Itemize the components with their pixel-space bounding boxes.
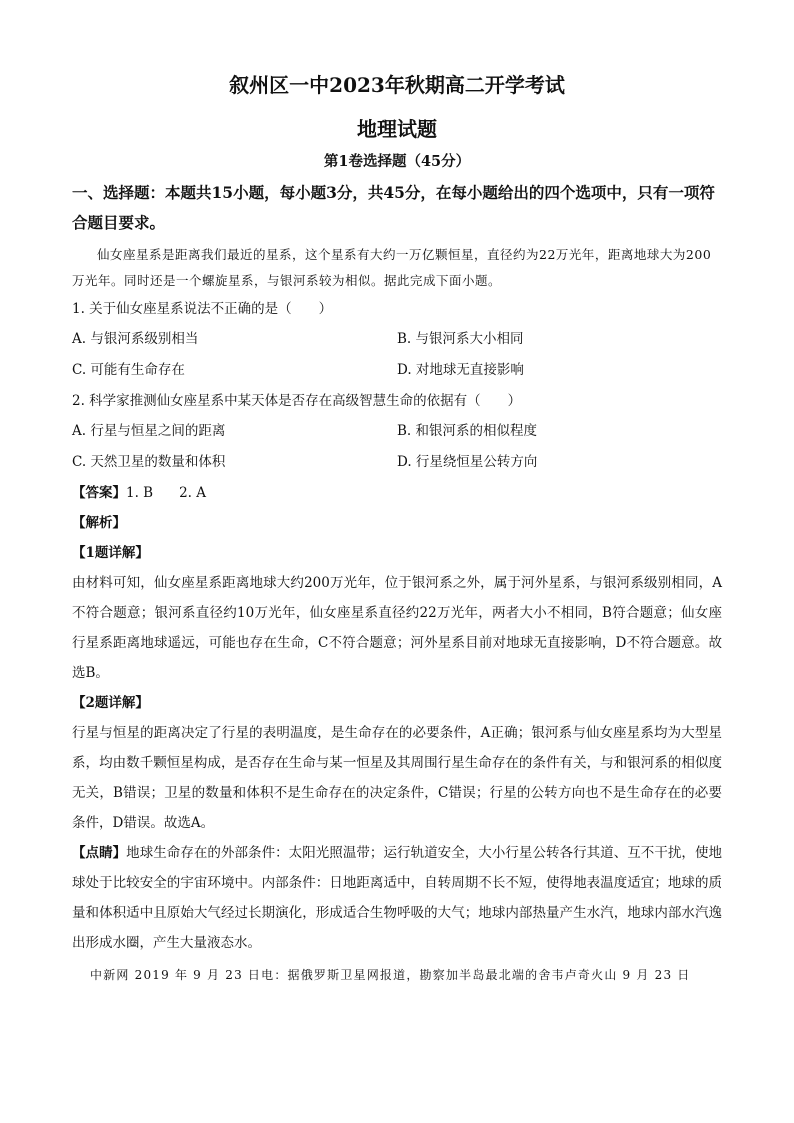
option-a: A. 与银河系级别相当 bbox=[72, 331, 199, 347]
option-b: B. 与银河系大小相同 bbox=[397, 331, 524, 347]
option-a: A. 行星与恒星之间的距离 bbox=[72, 423, 226, 439]
answer-line bbox=[72, 478, 722, 508]
option-b: B. 和银河系的相似程度 bbox=[397, 423, 538, 439]
exam-title: 叙州区一中2023年秋期高二开学考试 bbox=[229, 73, 565, 97]
q2-detail-text: 行星与恒星的距离决定了行星的表明温度，是生命存在的必要条件，A正确；银河系与仙女座星系均为大型星系，均由数千颗恒星构成，是否存在生命与某一恒星及其周围行星生命存在的条件有关，与和银河系的相似度无关，B错误；卫星的数量和体积不是生命存在的决定条件，C错误；行星的公转方向也不是生命存在的必要条件，D错误。故选A。 bbox=[72, 725, 722, 831]
tip-paragraph bbox=[72, 838, 722, 958]
option-d: D. 行星绕恒星公转方向 bbox=[397, 454, 538, 470]
subject-title: 地理试题 bbox=[357, 117, 437, 141]
document-page bbox=[72, 60, 722, 988]
section-heading: 一、选择题：本题共15小题，每小题3分，共45分，在每小题给出的四个选项中，只有一项符合题目要求。 bbox=[72, 183, 715, 232]
next-material: 中新网 2019 年 9 月 23 日电：据俄罗斯卫星网报道，勘察加半岛最北端的舍韦卢奇火山 9 月 23 日 bbox=[90, 968, 691, 982]
answer-2: 2. A bbox=[179, 485, 207, 501]
q2-detail-label: 【2题详解】 bbox=[72, 695, 149, 711]
reading-material: 仙女座星系是距离我们最近的星系，这个星系有大约一万亿颗恒星，直径约为22万光年，距离地球大为200万光年。同时还是一个螺旋星系，与银河系较为相似。据此完成下面小题。 bbox=[72, 247, 712, 288]
option-d: D. 对地球无直接影响 bbox=[397, 362, 524, 378]
question-stem: 1. 关于仙女座星系说法不正确的是（ ） bbox=[72, 301, 333, 317]
question-options bbox=[72, 416, 722, 478]
q1-detail-label: 【1题详解】 bbox=[72, 545, 149, 561]
question-2 bbox=[72, 386, 722, 478]
analysis-label: 【解析】 bbox=[72, 515, 126, 531]
answer-label: 【答案】 bbox=[72, 485, 126, 501]
question-1 bbox=[72, 294, 722, 386]
q1-detail-text: 由材料可知，仙女座星系距离地球大约200万光年，位于银河系之外，属于河外星系，与银河系级别相同，A不符合题意；银河系直径约10万光年，仙女座星系直径约22万光年，两者大小不相同，B符合题意；仙女座行星系距离地球遥远，可能也存在生命，C不符合题意；河外星系目前对地球无直接影响，D不符合题意。故选B。 bbox=[72, 575, 722, 681]
tip-text: 地球生命存在的外部条件：太阳光照温带；运行轨道安全，大小行星公转各行其道、互不干扰，使地球处于比较安全的宇宙环境中。内部条件：日地距离适中，自转周期不长不短，使得地表温度适宜；地球的质量和体积适中且原始大气经过长期演化，形成适合生物呼吸的大气；地球内部热量产生水汽，地球内部水汽逸出形成水圈，产生大量液态水。 bbox=[72, 845, 723, 951]
option-c: C. 天然卫星的数量和体积 bbox=[72, 454, 226, 470]
answer-1: 1. B bbox=[126, 485, 154, 501]
question-stem: 2. 科学家推测仙女座星系中某天体是否存在高级智慧生命的依据有（ ） bbox=[72, 393, 522, 409]
option-c: C. 可能有生命存在 bbox=[72, 362, 185, 378]
part-title: 第1卷选择题（45分） bbox=[323, 153, 471, 170]
tip-label: 【点睛】 bbox=[72, 845, 127, 861]
question-options bbox=[72, 324, 722, 386]
